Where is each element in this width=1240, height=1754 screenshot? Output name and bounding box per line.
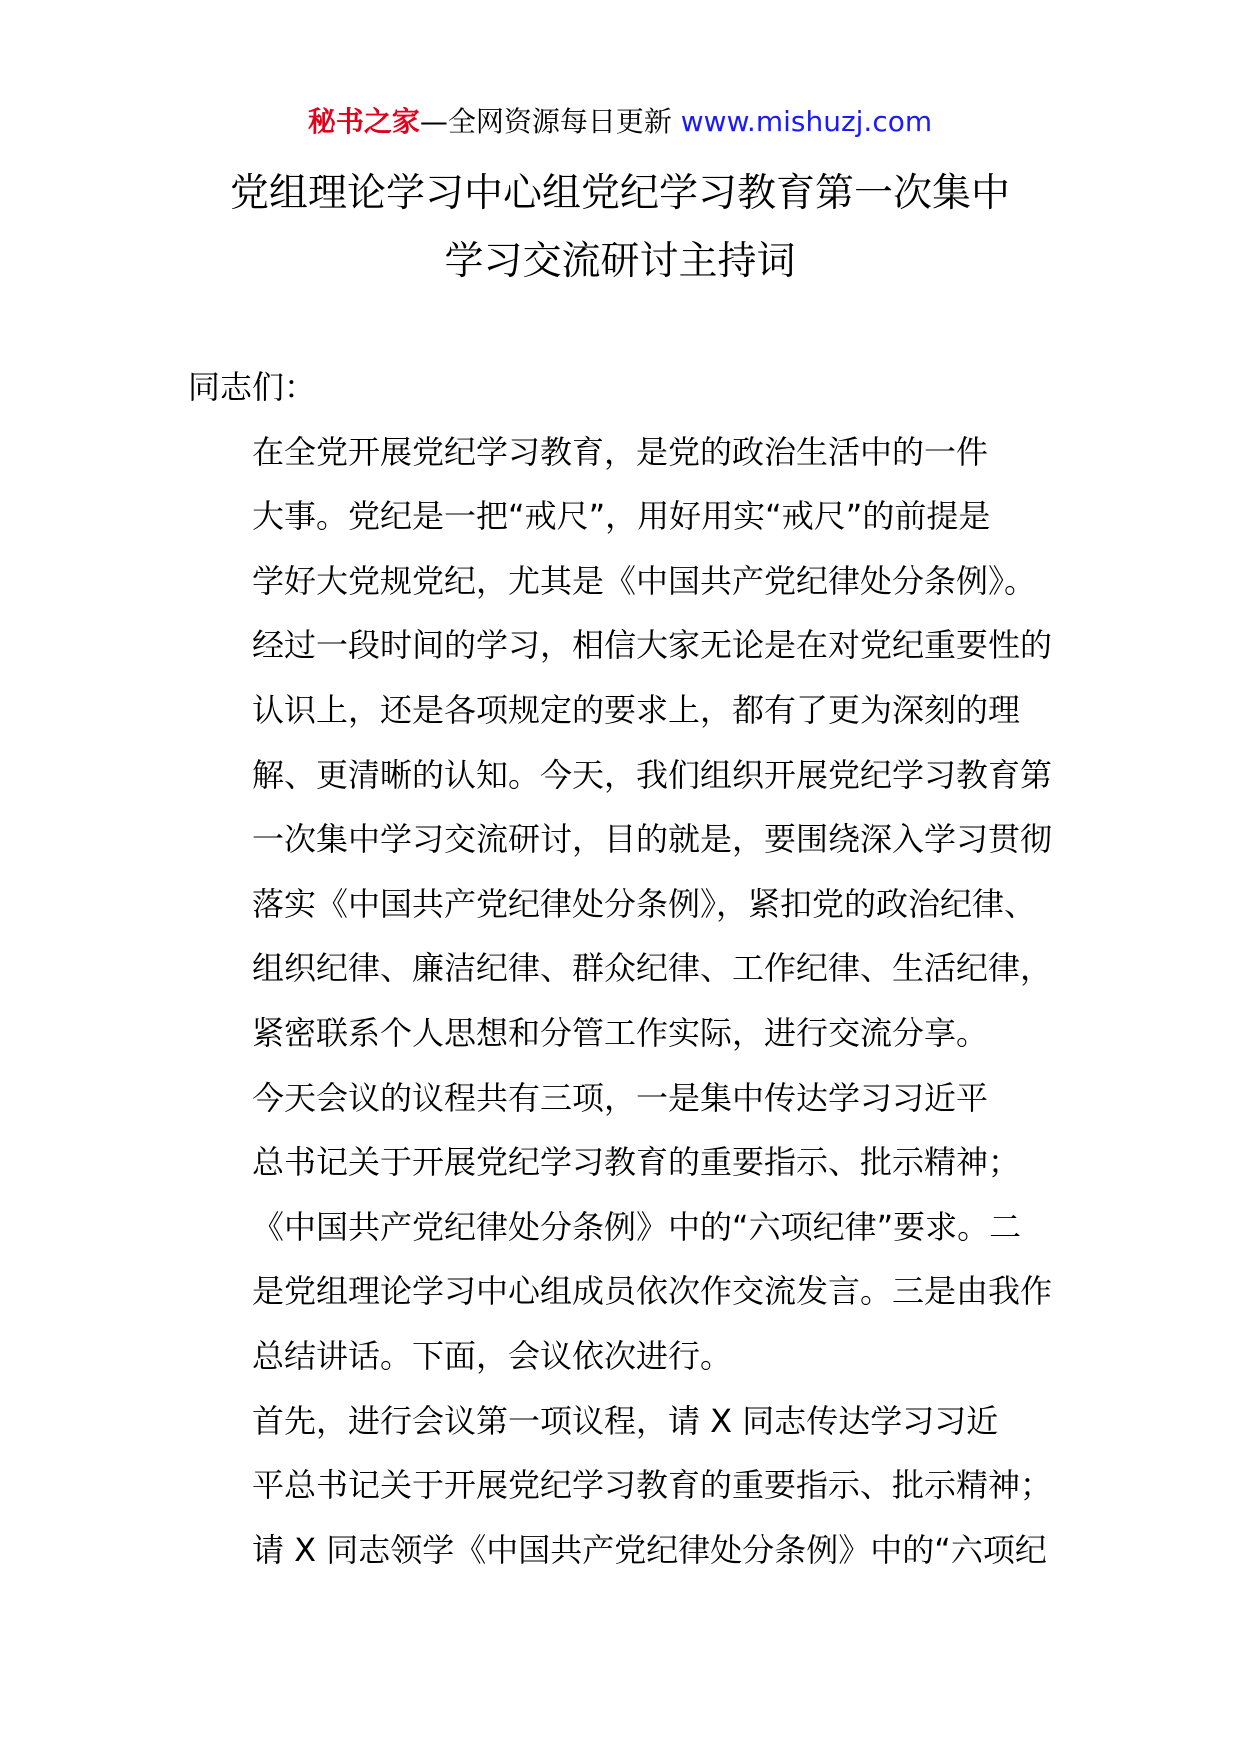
text-line: 平总书记关于开展党纪学习教育的重要指示、批示精神； <box>252 1466 1053 1505</box>
text-line: 总结讲话。下面，会议依次进行。 <box>252 1336 733 1375</box>
title-line-1: 党组理论学习中心组党纪学习教育第一次集中 <box>229 171 1010 216</box>
document-body <box>188 355 1068 1582</box>
text-line: 解、更清晰的认知。今天，我们组织开展党纪学习教育第 <box>252 755 1053 794</box>
site-header <box>0 102 1240 142</box>
brand-name: 秘书之家 <box>307 105 420 138</box>
greeting: 同志们： <box>188 368 317 406</box>
text-line: 紧密联系个人思想和分管工作实际，进行交流分享。 <box>252 1013 989 1052</box>
text-line: 总书记关于开展党纪学习教育的重要指示、批示精神； <box>252 1143 1021 1182</box>
text-line: 今天会议的议程共有三项，一是集中传达学习习近平 <box>252 1078 989 1117</box>
title-line-2: 学习交流研讨主持词 <box>444 239 796 284</box>
text-line: 认识上，还是各项规定的要求上，都有了更为深刻的理 <box>252 690 1021 729</box>
text-line: 大事。党纪是一把“戒尺”，用好用实“戒尺”的前提是 <box>252 497 991 536</box>
text-line: 学好大党规党纪，尤其是《中国共产党纪律处分条例》。 <box>252 561 1037 600</box>
header-slogan: —全网资源每日更新 <box>419 105 681 138</box>
text-line: 一次集中学习交流研讨，目的就是，要围绕深入学习贯彻 <box>252 820 1053 859</box>
paragraph-1 <box>188 420 1068 1066</box>
text-line: 在全党开展党纪学习教育，是党的政治生活中的一件 <box>252 432 989 471</box>
text-line: 《中国共产党纪律处分条例》中的“六项纪律”要求。二 <box>252 1207 1022 1246</box>
text-line: 请 X 同志领学《中国共产党纪律处分条例》中的“六项纪 <box>252 1530 1047 1569</box>
text-line: 经过一段时间的学习，相信大家无论是在对党纪重要性的 <box>252 626 1053 665</box>
paragraph-2 <box>188 1066 1068 1389</box>
text-line: 组织纪律、廉洁纪律、群众纪律、工作纪律、生活纪律， <box>252 949 1053 988</box>
text-line: 是党组理论学习中心组成员依次作交流发言。三是由我作 <box>252 1272 1053 1311</box>
paragraph-3 <box>188 1389 1068 1583</box>
text-line: 首先，进行会议第一项议程，请 X 同志传达学习习近 <box>252 1401 999 1440</box>
document-title <box>150 160 1090 296</box>
text-line: 落实《中国共产党纪律处分条例》，紧扣党的政治纪律、 <box>252 884 1037 923</box>
site-url-link[interactable]: www.mishuzj.com <box>680 105 933 138</box>
